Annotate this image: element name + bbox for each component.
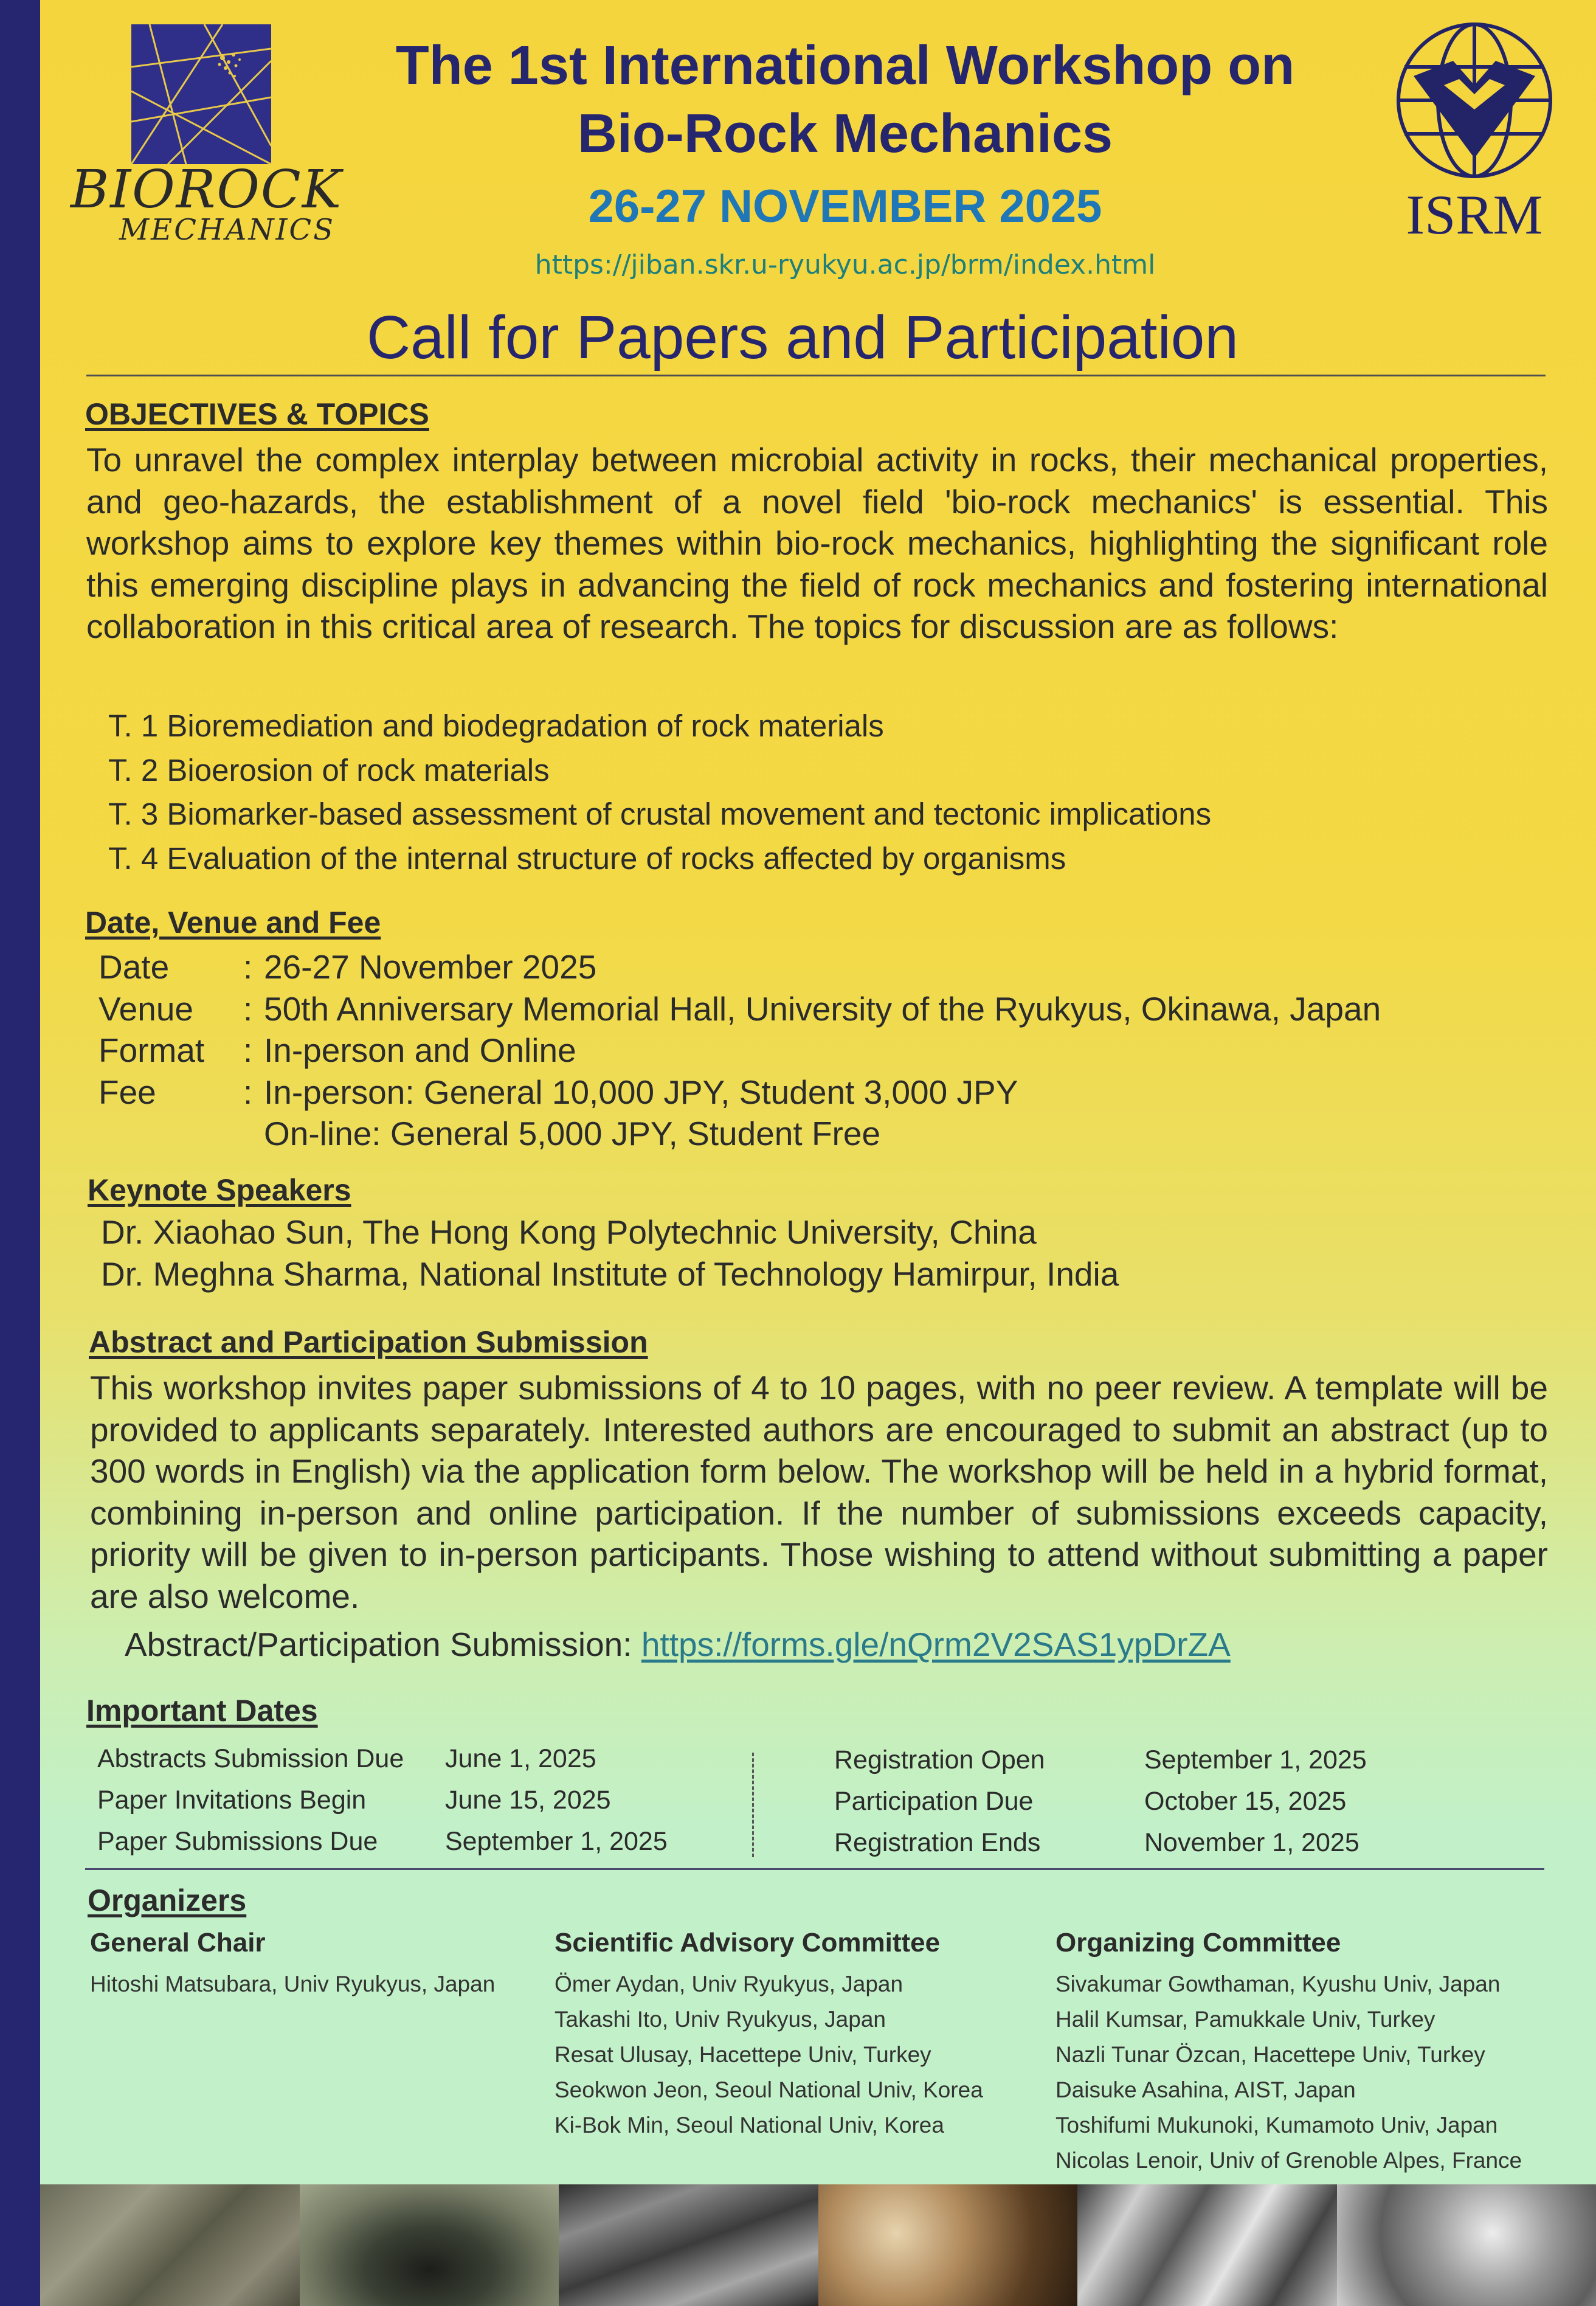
- advisory-committee-column: [554, 1928, 983, 2143]
- venue-row-format: [98, 1030, 1381, 1072]
- microscope-photo: [818, 2184, 1078, 2306]
- sem-sphere-photo: [1337, 2184, 1596, 2306]
- topic-item: T. 3 Biomarker-based assessment of crustal movement and tectonic implications: [108, 797, 1212, 831]
- title-line-2: Bio-Rock Mechanics: [577, 103, 1113, 164]
- organizer-member: Nicolas Lenoir, Univ of Grenoble Alpes, France: [1055, 2148, 1522, 2173]
- venue-row-date: [98, 946, 1381, 988]
- left-accent-bar: [0, 0, 40, 2306]
- organizing-committee-title: Organizing Committee: [1055, 1928, 1341, 1958]
- date-value: September 1, 2025: [445, 1827, 668, 1856]
- submission-link-line: [125, 1625, 1231, 1664]
- organizer-member: Ki-Bok Min, Seoul National Univ, Korea: [554, 2113, 944, 2138]
- date-row: [97, 1779, 668, 1821]
- call-for-papers-title: Call for Papers and Participation: [366, 303, 1239, 372]
- topic-item: T. 1 Bioremediation and biodegradation of rock materials: [108, 708, 884, 743]
- sem-crystal-photo: [1077, 2184, 1337, 2306]
- venue-colon: :: [243, 948, 253, 986]
- venue-heading: Date, Venue and Fee: [85, 905, 381, 940]
- dates-divider: [85, 1868, 1544, 1870]
- date-label: Registration Ends: [834, 1828, 1041, 1857]
- date-row: [97, 1738, 668, 1779]
- venue-value: 50th Anniversary Memorial Hall, University of the Ryukyus, Okinawa, Japan: [264, 989, 1381, 1028]
- keynote-speaker: Dr. Xiaohao Sun, The Hong Kong Polytechnic University, China: [101, 1213, 1037, 1251]
- venue-fee-online: On-line: General 5,000 JPY, Student Free: [264, 1115, 881, 1152]
- date-label: Paper Submissions Due: [97, 1827, 378, 1856]
- date-value: November 1, 2025: [1144, 1828, 1359, 1857]
- general-chair-column: [90, 1928, 495, 2002]
- cave-photo: [300, 2184, 559, 2306]
- date-row: [834, 1781, 1367, 1822]
- mechanics-logo-text: MECHANICS: [119, 213, 336, 247]
- venue-key: Format: [98, 1031, 205, 1069]
- header-divider: [86, 375, 1546, 376]
- date-row: [834, 1822, 1367, 1863]
- rock-face-photo: [559, 2184, 818, 2306]
- venue-row-venue: [98, 988, 1381, 1030]
- date-row: [97, 1821, 668, 1862]
- organizers-heading: Organizers: [88, 1883, 247, 1917]
- general-chair-list: [90, 1967, 495, 2002]
- dates-left-column: [97, 1738, 668, 1862]
- keynote-heading: Keynote Speakers: [88, 1173, 351, 1207]
- organizing-committee-column: [1055, 1928, 1522, 2178]
- advisory-committee-list: [554, 1967, 983, 2143]
- venue-key: Fee: [98, 1073, 156, 1111]
- date-label: Participation Due: [834, 1787, 1034, 1816]
- workshop-dates: 26-27 NOVEMBER 2025: [588, 181, 1102, 232]
- topic-item: T. 2 Bioerosion of rock materials: [108, 752, 550, 788]
- title-line-1: The 1st International Workshop on: [395, 35, 1295, 96]
- dates-column-divider: [752, 1753, 754, 1857]
- submission-paragraph: This workshop invites paper submissions of 4 to 10 pages, with no peer review. A template will be provided to applicants separately. Interested authors are encouraged to submit an abstract (up to 300 words in English) via the application form below. The workshop will be held in a hybrid format, combining in-person and online participation. If the number of submissions exceeds capacity, priority will be given to in-person participants. Those wishing to attend without submitting a paper are also welcome.: [90, 1369, 1548, 1615]
- organizer-member: Sivakumar Gowthaman, Kyushu Univ, Japan: [1055, 1972, 1501, 1996]
- isrm-globe-icon: [1386, 18, 1563, 182]
- topic-item: T. 4 Evaluation of the internal structure of rocks affected by organisms: [108, 840, 1066, 876]
- date-row: [834, 1739, 1367, 1781]
- objectives-heading: OBJECTIVES & TOPICS: [85, 397, 429, 431]
- organizer-member: Halil Kumsar, Pamukkale Univ, Turkey: [1055, 2007, 1435, 2032]
- advisory-committee-title: Scientific Advisory Committee: [554, 1928, 941, 1958]
- organizer-member: Takashi Ito, Univ Ryukyus, Japan: [554, 2007, 886, 2032]
- submission-heading: Abstract and Participation Submission: [89, 1325, 648, 1359]
- workshop-url[interactable]: https://jiban.skr.u-ryukyu.ac.jp/brm/index.html: [534, 249, 1156, 280]
- organizer-member: Resat Ulusay, Hacettepe Univ, Turkey: [554, 2042, 931, 2067]
- organizer-member: Hitoshi Matsubara, Univ Ryukyus, Japan: [90, 1972, 496, 1996]
- venue-key: Venue: [98, 989, 194, 1028]
- date-label: Abstracts Submission Due: [97, 1744, 404, 1773]
- organizer-member: Seokwon Jeon, Seoul National Univ, Korea: [554, 2077, 983, 2102]
- date-label: Paper Invitations Begin: [97, 1785, 367, 1815]
- biorock-logo-text: BIOROCK: [71, 159, 342, 220]
- topics-list: [108, 704, 1211, 881]
- date-value: September 1, 2025: [1144, 1745, 1367, 1775]
- important-dates-heading: Important Dates: [86, 1694, 318, 1728]
- biorock-logo: [71, 24, 342, 255]
- isrm-logo-text: ISRM: [1406, 184, 1543, 246]
- keynote-speaker: Dr. Meghna Sharma, National Institute of Technology Hamirpur, India: [101, 1255, 1119, 1293]
- rock-photo: [40, 2184, 300, 2306]
- date-value: October 15, 2025: [1144, 1787, 1347, 1816]
- isrm-logo: [1386, 18, 1563, 246]
- organizer-member: Ömer Aydan, Univ Ryukyus, Japan: [554, 1972, 903, 1996]
- objectives-paragraph: To unravel the complex interplay between microbial activity in rocks, their mechanical properties, and geo-hazards, the establishment of a novel field 'bio-rock mechanics' is essential. This workshop aims to explore key themes within bio-rock mechanics, highlighting the significant role this emerging discipline plays in advancing the field of rock mechanics and fostering international collaboration in this critical area of research. The topics for discussion are as follows:: [86, 441, 1548, 645]
- dates-right-column: [834, 1739, 1367, 1863]
- organizer-member: Nazli Tunar Özcan, Hacettepe Univ, Turkey: [1055, 2042, 1485, 2067]
- date-value: June 15, 2025: [445, 1785, 611, 1815]
- venue-value: In-person: General 10,000 JPY, Student 3,000 JPY: [264, 1073, 1018, 1111]
- submission-form-link[interactable]: https://forms.gle/nQrm2V2SAS1ypDrZA: [641, 1626, 1231, 1663]
- venue-row-fee: [98, 1072, 1381, 1113]
- photo-strip: [40, 2184, 1596, 2306]
- venue-colon: :: [243, 1073, 253, 1111]
- workshop-title: [328, 32, 1362, 168]
- biorock-logo-icon: [131, 24, 271, 164]
- submission-link-label: Abstract/Participation Submission:: [125, 1626, 641, 1663]
- keynote-list: [101, 1211, 1119, 1295]
- date-label: Registration Open: [834, 1745, 1045, 1775]
- date-value: June 1, 2025: [445, 1744, 596, 1773]
- venue-table: [98, 946, 1381, 1155]
- venue-value: 26-27 November 2025: [264, 948, 597, 986]
- organizing-committee-list: [1055, 1967, 1522, 2178]
- organizer-member: Toshifumi Mukunoki, Kumamoto Univ, Japan: [1055, 2113, 1498, 2138]
- venue-colon: :: [243, 989, 253, 1028]
- venue-key: Date: [98, 948, 170, 986]
- venue-colon: :: [243, 1031, 253, 1069]
- organizer-member: Daisuke Asahina, AIST, Japan: [1055, 2077, 1356, 2102]
- general-chair-title: General Chair: [90, 1928, 266, 1958]
- venue-value: In-person and Online: [264, 1031, 576, 1069]
